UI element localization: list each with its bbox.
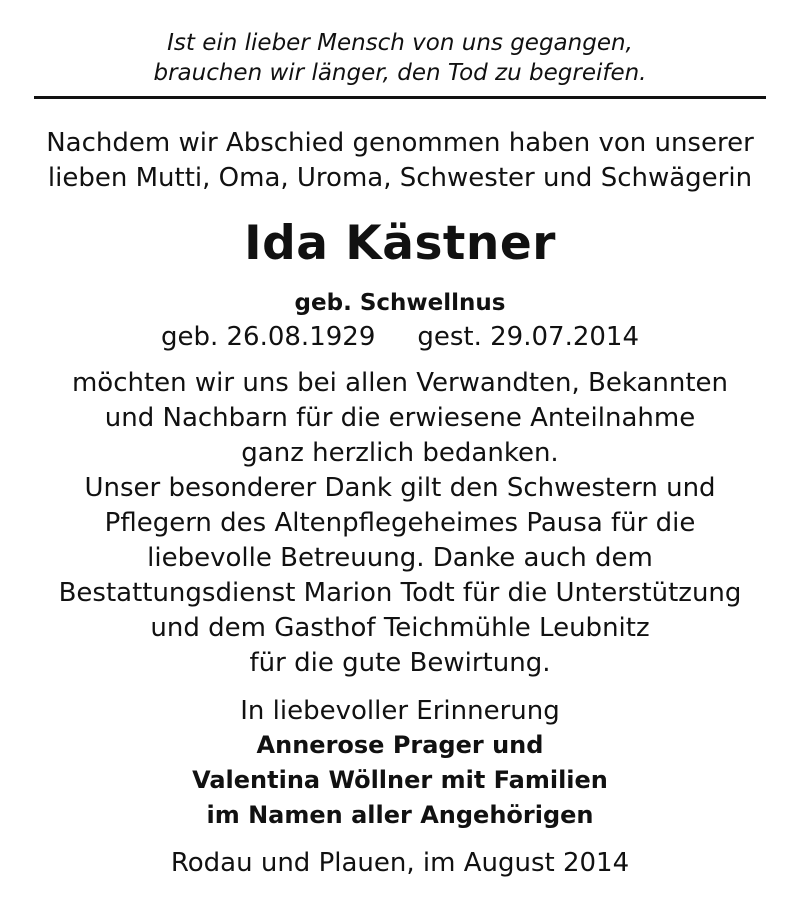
- life-dates: [0, 322, 800, 352]
- thanks-line-7: Bestattungsdienst Marion Todt für die Unterstützung: [58, 578, 742, 608]
- place-date: Rodau und Plauen, im August 2014: [170, 848, 630, 878]
- deceased-name: Ida Kästner: [244, 216, 556, 271]
- signatory-line-1: Annerose Prager und: [256, 731, 544, 759]
- intro-line-1: Nachdem wir Abschied genommen haben von unserer: [46, 128, 754, 158]
- motto-line-1: Ist ein lieber Mensch von uns gegangen,: [167, 30, 633, 56]
- motto-line-2: brauchen wir länger, den Tod zu begreifen.: [153, 60, 647, 86]
- intro-line-2: lieben Mutti, Oma, Uroma, Schwester und Schwägerin: [47, 163, 753, 193]
- birth-date: geb. 26.08.1929: [160, 322, 376, 352]
- thanks-line-4: Unser besonderer Dank gilt den Schwestern und: [84, 473, 716, 503]
- thanks-line-3: ganz herzlich bedanken.: [241, 438, 559, 468]
- maiden-name: geb. Schwellnus: [294, 290, 506, 316]
- death-date: gest. 29.07.2014: [417, 322, 640, 352]
- thanks-line-5: Pflegern des Altenpflegeheimes Pausa für die: [104, 508, 696, 538]
- divider-rule: [34, 96, 766, 99]
- signatory-line-2: Valentina Wöllner mit Familien: [192, 766, 608, 794]
- remembrance-line: In liebevoller Erinnerung: [240, 696, 560, 726]
- thanks-line-8: und dem Gasthof Teichmühle Leubnitz: [150, 613, 650, 643]
- thanks-line-2: und Nachbarn für die erwiesene Anteilnahme: [104, 403, 696, 433]
- thanks-line-1: möchten wir uns bei allen Verwandten, Bekannten: [71, 368, 729, 398]
- thanks-line-6: liebevolle Betreuung. Danke auch dem: [147, 543, 653, 573]
- signatory-line-3: im Namen aller Angehörigen: [206, 801, 594, 829]
- thanks-line-9: für die gute Bewirtung.: [249, 648, 551, 678]
